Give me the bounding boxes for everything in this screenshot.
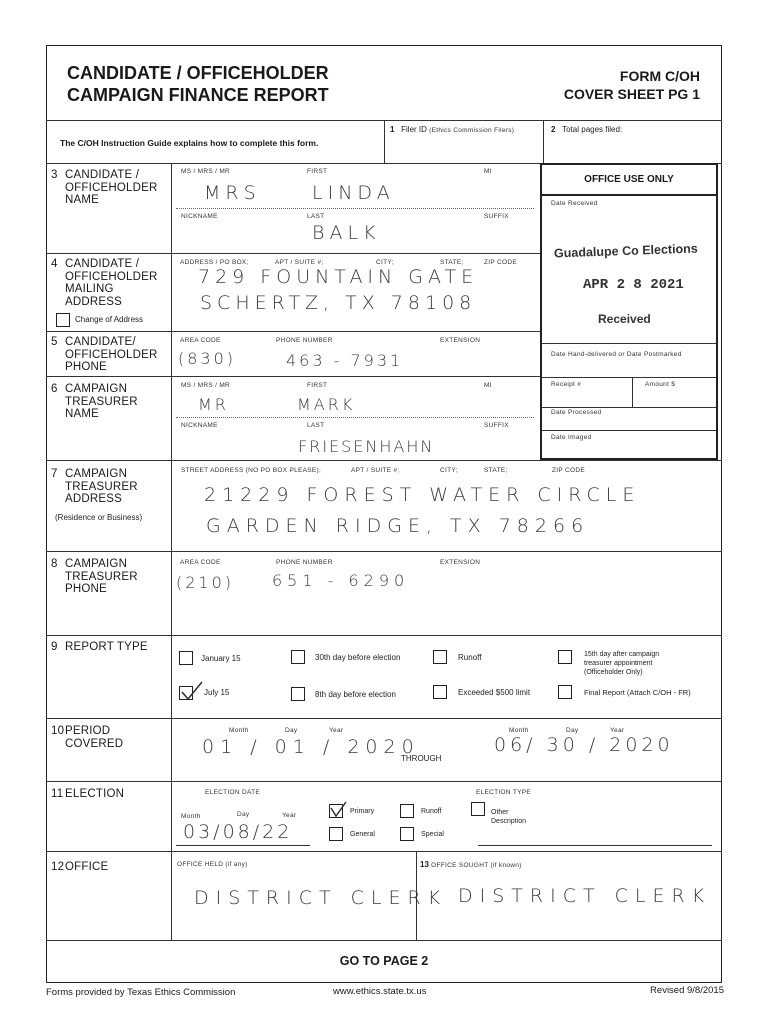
filer-id-sub: (Ethics Commission Filers) <box>429 127 515 134</box>
received-stamp-line3: Received <box>598 312 651 326</box>
cand-phone-area-field[interactable]: (830) <box>178 349 237 368</box>
report-30day-checkbox[interactable] <box>291 650 305 664</box>
section-8-label <box>51 558 138 596</box>
section-8-line2: TREASURER <box>65 570 138 583</box>
section-4-number: 4 <box>51 258 58 270</box>
office-held-field[interactable]: DISTRICT CLERK <box>194 887 448 909</box>
checkmark-icon <box>328 800 348 820</box>
office-use-title: OFFICE USE ONLY <box>584 174 674 185</box>
form-title-line2: CAMPAIGN FINANCE REPORT <box>67 85 329 105</box>
amount-label: Amount $ <box>645 381 676 388</box>
period-from-month-label: Month <box>229 727 249 734</box>
report-final-checkbox[interactable] <box>558 685 572 699</box>
tphone-number-field[interactable]: 651 - 6290 <box>272 571 410 590</box>
report-exceeded-checkbox[interactable] <box>433 685 447 699</box>
section-7-line3: ADDRESS <box>65 493 122 505</box>
election-year-label: Year <box>282 812 297 819</box>
mailing-col-city: CITY; <box>376 259 394 266</box>
total-pages-label <box>551 125 622 134</box>
cand-phone-col-number: PHONE NUMBER <box>276 337 333 344</box>
section-7-line1: CAMPAIGN <box>65 468 128 480</box>
election-other-checkbox[interactable] <box>471 802 485 816</box>
report-30day-label: 30th day before election <box>315 653 401 662</box>
election-general-label: General <box>350 831 375 838</box>
date-processed-label: Date Processed <box>551 409 602 416</box>
election-special-checkbox[interactable] <box>400 827 414 841</box>
taddr-col-city: CITY; <box>440 467 458 474</box>
section-12-number: 12 <box>51 861 65 873</box>
treas-col-prefix: MS / MRS / MR <box>181 382 231 389</box>
mailing-col-apt: APT / SUITE #; <box>275 259 324 266</box>
section-10-number: 10 <box>51 725 65 737</box>
report-8day-label: 8th day before election <box>315 690 396 699</box>
section-5-number: 5 <box>51 336 58 348</box>
section-6-label <box>51 383 138 421</box>
election-special-label: Special <box>421 831 444 838</box>
treas-first-field[interactable]: MARK <box>297 395 356 414</box>
section-11-text: ELECTION <box>65 788 125 800</box>
section-3-line2: OFFICEHOLDER <box>65 181 158 194</box>
tphone-col-number: PHONE NUMBER <box>276 559 333 566</box>
date-hand-label: Date Hand-delivered or Date Postmarked <box>551 351 682 358</box>
taddr-line2-field[interactable]: GARDEN RIDGE, TX 78266 <box>206 515 590 537</box>
section-9-text: REPORT TYPE <box>65 641 148 653</box>
filer-id-label <box>390 125 514 134</box>
period-from-day-label: Day <box>285 727 298 734</box>
section-7-number: 7 <box>51 468 58 480</box>
taddr-col-state: STATE; <box>484 467 508 474</box>
section-6-line1: CAMPAIGN <box>65 383 128 395</box>
candidate-prefix-field[interactable]: MRS <box>204 182 261 204</box>
col-last: LAST <box>307 213 325 220</box>
col-nickname: NICKNAME <box>181 213 218 220</box>
election-other-label <box>491 808 526 826</box>
form-id <box>564 67 700 103</box>
election-runoff-label: Runoff <box>421 808 442 815</box>
election-other-line2: Description <box>491 818 527 825</box>
candidate-first-field[interactable]: LINDA <box>312 182 395 204</box>
report-final-label: Final Report (Attach C/OH - FR) <box>584 688 691 697</box>
section-9-number: 9 <box>51 641 58 653</box>
section-5-line2: OFFICEHOLDER <box>65 348 158 361</box>
report-15day-line3: (Officeholder Only) <box>584 669 643 676</box>
date-received-label: Date Received <box>551 200 598 207</box>
form-id-line2: COVER SHEET PG 1 <box>563 86 700 102</box>
section-11-number: 11 <box>51 788 64 800</box>
treas-col-nickname: NICKNAME <box>181 422 218 429</box>
tphone-area-field[interactable]: (210) <box>176 573 235 592</box>
section-11-label <box>51 788 124 801</box>
go-to-page-2: GO TO PAGE 2 <box>339 954 429 968</box>
section-6-line3: NAME <box>65 408 100 420</box>
period-to-month-label: Month <box>509 727 529 734</box>
election-day-label: Day <box>237 811 250 818</box>
period-from-field[interactable]: 01 / 01 / 2020 <box>202 736 420 758</box>
period-through-label: THROUGH <box>401 754 442 763</box>
treas-col-first: FIRST <box>307 382 328 389</box>
treas-col-last: LAST <box>307 422 325 429</box>
mailing-col-state: STATE; <box>440 259 464 266</box>
section-3-label <box>51 169 158 207</box>
received-stamp-line1: Guadalupe Co Elections <box>553 241 698 261</box>
election-runoff-checkbox[interactable] <box>400 804 414 818</box>
tphone-col-area: AREA CODE <box>180 559 221 566</box>
col-mi: MI <box>484 168 492 175</box>
section-6-line2: TREASURER <box>65 395 138 408</box>
residence-note: (Residence or Business) <box>55 513 143 522</box>
election-type-label: ELECTION TYPE <box>476 789 532 796</box>
election-month-label: Month <box>181 813 201 820</box>
section-12-label <box>51 861 108 874</box>
section-10-line2: COVERED <box>65 737 124 750</box>
filer-id-number: 1 <box>390 125 395 134</box>
section-8-line3: PHONE <box>65 583 107 595</box>
section-3-line3: NAME <box>65 194 100 206</box>
taddr-col-zip: ZIP CODE <box>552 467 585 474</box>
tphone-col-ext: EXTENSION <box>440 559 481 566</box>
taddr-col-street: STREET ADDRESS (NO PO BOX PLEASE); <box>181 467 322 474</box>
form-id-line1: FORM C/OH <box>619 68 700 84</box>
section-4-line2: OFFICEHOLDER <box>65 270 158 283</box>
section-10-label <box>51 725 123 750</box>
report-jul15-label: July 15 <box>204 688 230 697</box>
receipt-label: Receipt # <box>551 381 582 388</box>
cand-phone-number-field[interactable]: 463 - 7931 <box>286 351 404 370</box>
section-8-line1: CAMPAIGN <box>65 558 128 570</box>
section-7-line2: TREASURER <box>65 480 138 493</box>
instruction-text: The C/OH Instruction Guide explains how to complete this form. <box>60 138 319 148</box>
section-4-label <box>51 258 158 308</box>
footer-url[interactable]: www.ethics.state.tx.us <box>333 986 427 997</box>
period-to-day-label: Day <box>566 727 579 734</box>
report-jan15-checkbox[interactable] <box>179 651 193 665</box>
election-general-checkbox[interactable] <box>329 827 343 841</box>
received-stamp-date: APR 2 8 2021 <box>583 277 684 293</box>
period-to-year-label: Year <box>610 727 625 734</box>
treas-col-mi: MI <box>484 382 492 389</box>
section-3-line1: CANDIDATE / <box>65 169 140 181</box>
election-other-line1: Other <box>491 809 509 816</box>
mailing-line1-field[interactable]: 729 FOUNTAIN GATE <box>198 266 479 288</box>
report-15day-checkbox[interactable] <box>558 650 572 664</box>
section-5-line3: PHONE <box>65 361 107 373</box>
report-runoff-checkbox[interactable] <box>433 650 447 664</box>
section-5-line1: CANDIDATE/ <box>65 336 136 348</box>
change-of-address-label: Change of Address <box>75 315 144 324</box>
office-held-label: OFFICE HELD (if any) <box>177 861 248 868</box>
mailing-line2-field[interactable]: SCHERTZ, TX 78108 <box>200 292 477 314</box>
total-pages-text: Total pages filed: <box>562 125 623 134</box>
report-15day-line1: 15th day after campaign <box>584 651 660 658</box>
col-prefix: MS / MRS / MR <box>181 168 231 175</box>
section-3-number: 3 <box>51 169 58 181</box>
candidate-last-field[interactable]: BALK <box>312 222 381 244</box>
section-13-number: 13 <box>420 860 429 869</box>
section-5-label <box>51 336 158 374</box>
election-date-field[interactable]: 03/08/22 <box>183 821 293 843</box>
section-6-number: 6 <box>51 383 58 395</box>
checkmark-icon <box>178 680 204 702</box>
treas-last-field[interactable]: FRIESENHAHN <box>298 437 435 456</box>
period-from-year-label: Year <box>329 727 344 734</box>
col-suffix: SUFFIX <box>484 213 509 220</box>
cand-phone-col-ext: EXTENSION <box>440 337 481 344</box>
report-jan15-label: January 15 <box>201 654 241 663</box>
section-4-line1: CANDIDATE / <box>65 258 140 270</box>
office-sought-field[interactable]: DISTRICT CLERK <box>458 885 712 907</box>
report-15day-label <box>584 650 659 677</box>
footer-revised: Revised 9/8/2015 <box>650 985 724 996</box>
section-8-number: 8 <box>51 558 58 570</box>
col-first: FIRST <box>307 168 328 175</box>
office-sought-label <box>420 860 522 869</box>
report-15day-line2: treasurer appointment <box>584 660 653 667</box>
section-10-line1: PERIOD <box>65 725 111 737</box>
mailing-col-address: ADDRESS / PO BOX; <box>180 259 249 266</box>
total-pages-number: 2 <box>551 125 556 134</box>
section-9-label <box>51 641 148 654</box>
mailing-col-zip: ZIP CODE <box>484 259 517 266</box>
period-to-field[interactable]: 06/ 30 / 2020 <box>494 734 674 756</box>
election-primary-label: Primary <box>350 808 375 815</box>
change-of-address-checkbox[interactable] <box>56 313 70 327</box>
report-8day-checkbox[interactable] <box>291 687 305 701</box>
filer-id-text: Filer ID <box>401 125 427 134</box>
report-exceeded-label: Exceeded $500 limit <box>458 688 531 697</box>
cand-phone-col-area: AREA CODE <box>180 337 221 344</box>
election-date-label: ELECTION DATE <box>205 789 261 796</box>
date-imaged-label: Date Imaged <box>551 434 592 441</box>
footer-provided: Forms provided by Texas Ethics Commission <box>46 987 236 998</box>
treas-col-suffix: SUFFIX <box>484 422 509 429</box>
form-title-line1: CANDIDATE / OFFICEHOLDER <box>67 63 329 83</box>
taddr-col-apt: APT / SUITE #; <box>351 467 400 474</box>
form-title <box>67 62 329 106</box>
section-4-line4: ADDRESS <box>65 295 122 308</box>
section-7-label <box>51 468 138 506</box>
office-sought-text: OFFICE SOUGHT (if known) <box>431 862 522 869</box>
section-12-text: OFFICE <box>65 861 109 873</box>
report-runoff-label: Runoff <box>458 653 482 662</box>
section-4-line3: MAILING <box>65 283 114 295</box>
taddr-line1-field[interactable]: 21229 FOREST WATER CIRCLE <box>204 484 641 506</box>
treas-prefix-field[interactable]: MR <box>198 395 229 414</box>
